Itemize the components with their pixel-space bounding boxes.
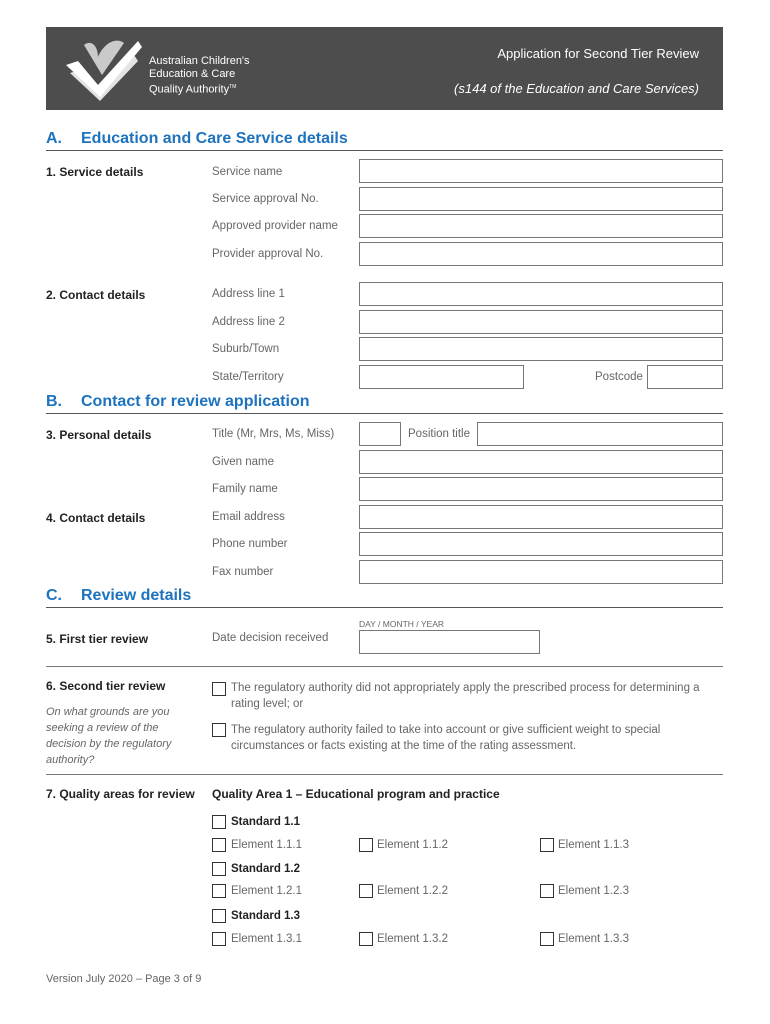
acecqa-logo-icon [64,35,144,103]
first-tier-label: 5. First tier review [46,632,149,646]
page-footer: Version July 2020 – Page 3 of 9 [46,973,202,985]
family-name-input[interactable] [359,477,723,501]
element-checkbox[interactable] [540,838,554,852]
position-title-input[interactable] [477,422,723,446]
section-c-heading: C. Review details [46,587,723,608]
family-name-label: Family name [212,483,278,495]
element-label: Element 1.2.2 [377,885,448,897]
form-subtitle: (s144 of the Education and Care Services) [454,81,699,96]
postcode-input[interactable] [647,365,723,389]
service-approval-input[interactable] [359,187,723,211]
state-label: State/Territory [212,371,284,383]
quality-areas-label: 7. Quality areas for review [46,787,195,801]
date-decision-label: Date decision received [212,632,329,644]
element-checkbox[interactable] [540,932,554,946]
contact-details-label: 2. Contact details [46,288,146,302]
state-input[interactable] [359,365,524,389]
element-checkbox[interactable] [212,884,226,898]
element-label: Element 1.3.2 [377,933,448,945]
element-label: Element 1.1.2 [377,839,448,851]
element-label: Element 1.2.1 [231,885,302,897]
provider-name-input[interactable] [359,214,723,238]
section-a-heading: A. Education and Care Service details [46,130,723,151]
element-label: Element 1.1.3 [558,839,629,851]
standard-label: Standard 1.3 [231,910,301,922]
section-b-heading: B. Contact for review application [46,393,723,414]
postcode-label: Postcode [595,371,643,383]
title-input[interactable] [359,422,401,446]
element-label: Element 1.3.1 [231,933,302,945]
fax-label: Fax number [212,566,274,578]
given-name-label: Given name [212,456,275,468]
given-name-input[interactable] [359,450,723,474]
personal-details-label: 3. Personal details [46,428,152,442]
standard-checkbox[interactable] [212,909,226,923]
service-details-label: 1. Service details [46,165,144,179]
standard-label: Standard 1.1 [231,816,301,828]
address2-label: Address line 2 [212,316,285,328]
element-checkbox[interactable] [359,838,373,852]
provider-approval-label: Provider approval No. [212,248,324,260]
suburb-label: Suburb/Town [212,343,280,355]
standard-checkbox[interactable] [212,815,226,829]
suburb-input[interactable] [359,337,723,361]
quality-area-title: Quality Area 1 – Educational program and practice [212,787,500,801]
date-format-hint: DAY / MONTH / YEAR [359,619,445,629]
phone-label: Phone number [212,538,288,550]
element-label: Element 1.2.3 [558,885,629,897]
second-tier-label: 6. Second tier review [46,679,166,693]
address2-input[interactable] [359,310,723,334]
contact-details-b-label: 4. Contact details [46,511,146,525]
email-input[interactable] [359,505,723,529]
org-name: Australian Children's Education & Care Quality Authority™ [149,55,250,96]
fax-input[interactable] [359,560,723,584]
ground1-checkbox[interactable] [212,682,226,696]
address1-input[interactable] [359,282,723,306]
service-name-label: Service name [212,166,283,178]
title-label: Title (Mr, Mrs, Ms, Miss) [212,428,335,440]
provider-approval-input[interactable] [359,242,723,266]
ground2-text: The regulatory authority failed to take into account or give sufficient weight to special circumstances or facts existing at the time of the rating assessment. [231,724,661,752]
element-checkbox[interactable] [212,838,226,852]
element-checkbox[interactable] [212,932,226,946]
element-checkbox[interactable] [540,884,554,898]
element-checkbox[interactable] [359,884,373,898]
element-checkbox[interactable] [359,932,373,946]
address1-label: Address line 1 [212,288,285,300]
ground2-checkbox[interactable] [212,723,226,737]
divider [46,774,723,775]
phone-input[interactable] [359,532,723,556]
provider-name-label: Approved provider name [212,220,338,232]
header-banner [46,27,723,110]
service-approval-label: Service approval No. [212,193,319,205]
date-decision-input[interactable] [359,630,540,654]
element-label: Element 1.1.1 [231,839,302,851]
element-label: Element 1.3.3 [558,933,629,945]
divider [46,666,723,667]
standard-label: Standard 1.2 [231,863,301,875]
position-title-label: Position title [408,428,471,440]
ground1-text: The regulatory authority did not appropriately apply the prescribed process for determining a rating level; or [231,682,700,710]
standard-checkbox[interactable] [212,862,226,876]
form-title: Application for Second Tier Review [497,46,699,61]
second-tier-hint: On what grounds are you seeking a review of the decision by the regulatory authority? [46,706,172,766]
email-label: Email address [212,511,285,523]
service-name-input[interactable] [359,159,723,183]
